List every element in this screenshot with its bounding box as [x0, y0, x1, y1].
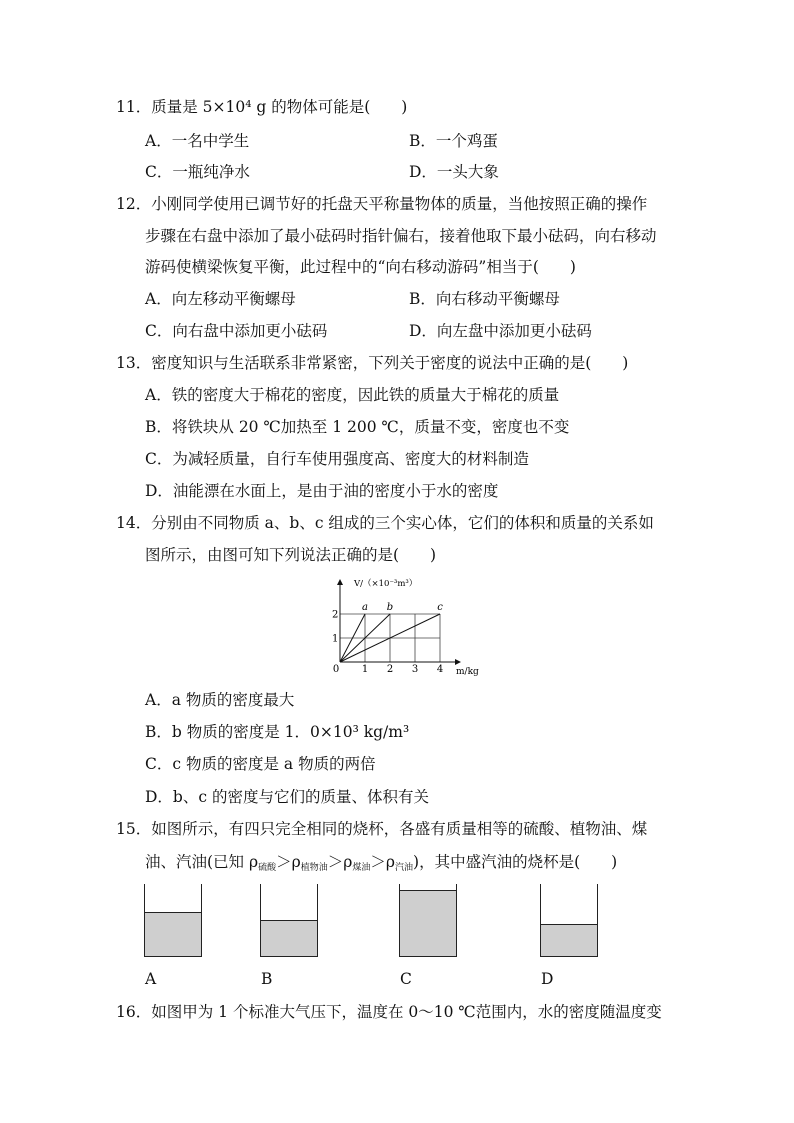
q11-option-a: A．一名中学生 [145, 132, 250, 150]
beaker-a [144, 884, 202, 957]
graph-xtick-label: 1 [361, 664, 369, 675]
beaker-label-a: A [145, 970, 157, 988]
q11-stem: 11．质量是 5×10⁴ g 的物体可能是( ) [116, 98, 408, 116]
graph-series-label-a: a [362, 602, 368, 613]
q15-gt-1: ＞ρ [276, 853, 301, 871]
q15-sub-kerosene: 煤油 [352, 863, 371, 873]
q15-line2-pre: 油、汽油(已知 ρ [145, 853, 259, 871]
q14-option-c: C．c 物质的密度是 a 物质的两倍 [145, 755, 376, 773]
q15-stem-line1: 15．如图所示，有四只完全相同的烧杯，各盛有质量相等的硫酸、植物油、煤 [116, 820, 648, 838]
beaker-liquid [400, 890, 456, 956]
graph-ytick-label: 1 [332, 633, 339, 645]
q12-stem-line2: 步骤在右盘中添加了最小砝码时指针偏右，接着他取下最小砝码，向右移动 [145, 227, 657, 245]
graph-origin-label: 0 [332, 664, 340, 675]
beaker-label-b: B [261, 970, 273, 988]
q13-option-d: D．油能漂在水面上，是由于油的密度小于水的密度 [145, 482, 499, 500]
graph-ytick-label: 2 [332, 609, 339, 621]
q15-gt-2: ＞ρ [327, 853, 353, 871]
q14-stem-line1: 14．分别由不同物质 a、b、c 组成的三个实心体，它们的体积和质量的关系如 [116, 514, 654, 532]
beaker-c [399, 884, 457, 957]
q14-option-d: D．b、c 的密度与它们的质量、体积有关 [145, 788, 429, 806]
q13-option-c: C．为减轻质量，自行车使用强度高、密度大的材料制造 [145, 450, 529, 468]
graph-xtick-label: 2 [386, 664, 394, 675]
q15-gt-3: ＞ρ [370, 853, 396, 871]
q15-line2-post: )，其中盛汽油的烧杯是( ) [413, 853, 618, 871]
beaker-b [260, 884, 318, 957]
q14-graph [330, 576, 490, 680]
beaker-d [540, 884, 598, 957]
beaker-label-c: C [400, 970, 412, 988]
q13-option-b: B．将铁块从 20 ℃加热至 1 200 ℃，质量不变，密度也不变 [145, 418, 570, 436]
q12-option-c: C．向右盘中添加更小砝码 [145, 322, 328, 340]
q11-option-c: C．一瓶纯净水 [145, 163, 250, 181]
graph-xtick-label: 4 [436, 664, 444, 675]
q13-option-a: A．铁的密度大于棉花的密度，因此铁的质量大于棉花的质量 [145, 386, 560, 404]
beaker-liquid [145, 912, 201, 956]
q14-option-a: A．a 物质的密度最大 [145, 691, 295, 709]
graph-series-label-c: c [437, 602, 443, 613]
graph-y-label: V/（×10⁻³m³） [354, 579, 418, 589]
q15-sub-gasoline: 汽油 [395, 863, 414, 873]
q16-stem-line1: 16．如图甲为 1 个标准大气压下，温度在 0～10 ℃范围内，水的密度随温度变 [116, 1003, 662, 1021]
beaker-label-d: D [541, 970, 554, 988]
q12-option-a: A．向左移动平衡螺母 [145, 290, 296, 308]
graph-x-label: m/kg [456, 667, 479, 677]
beaker-liquid [541, 924, 597, 956]
q15-sub-vegoil: 植物油 [300, 863, 328, 873]
graph-xtick-label: 3 [411, 664, 419, 675]
q12-stem-line3: 游码使横梁恢复平衡，此过程中的“向右移动游码”相当于( ) [145, 258, 576, 276]
q12-option-b: B．向右移动平衡螺母 [409, 290, 560, 308]
q12-option-d: D．向左盘中添加更小砝码 [409, 322, 592, 340]
q11-option-b: B．一个鸡蛋 [409, 132, 498, 150]
graph-series-label-b: b [386, 602, 394, 613]
q12-stem-line1: 12．小刚同学使用已调节好的托盘天平称量物体的质量，当他按照正确的操作 [116, 195, 648, 213]
q14-option-b: B．b 物质的密度是 1．0×10³ kg/m³ [145, 723, 410, 741]
q13-stem: 13．密度知识与生活联系非常紧密，下列关于密度的说法中正确的是( ) [116, 354, 629, 372]
q15-stem-line2 [145, 851, 617, 879]
q11-option-d: D．一头大象 [409, 163, 499, 181]
beaker-liquid [261, 920, 317, 956]
q15-sub-sulfuric: 硫酸 [258, 863, 277, 873]
q14-stem-line2: 图所示，由图可知下列说法正确的是( ) [145, 546, 437, 564]
